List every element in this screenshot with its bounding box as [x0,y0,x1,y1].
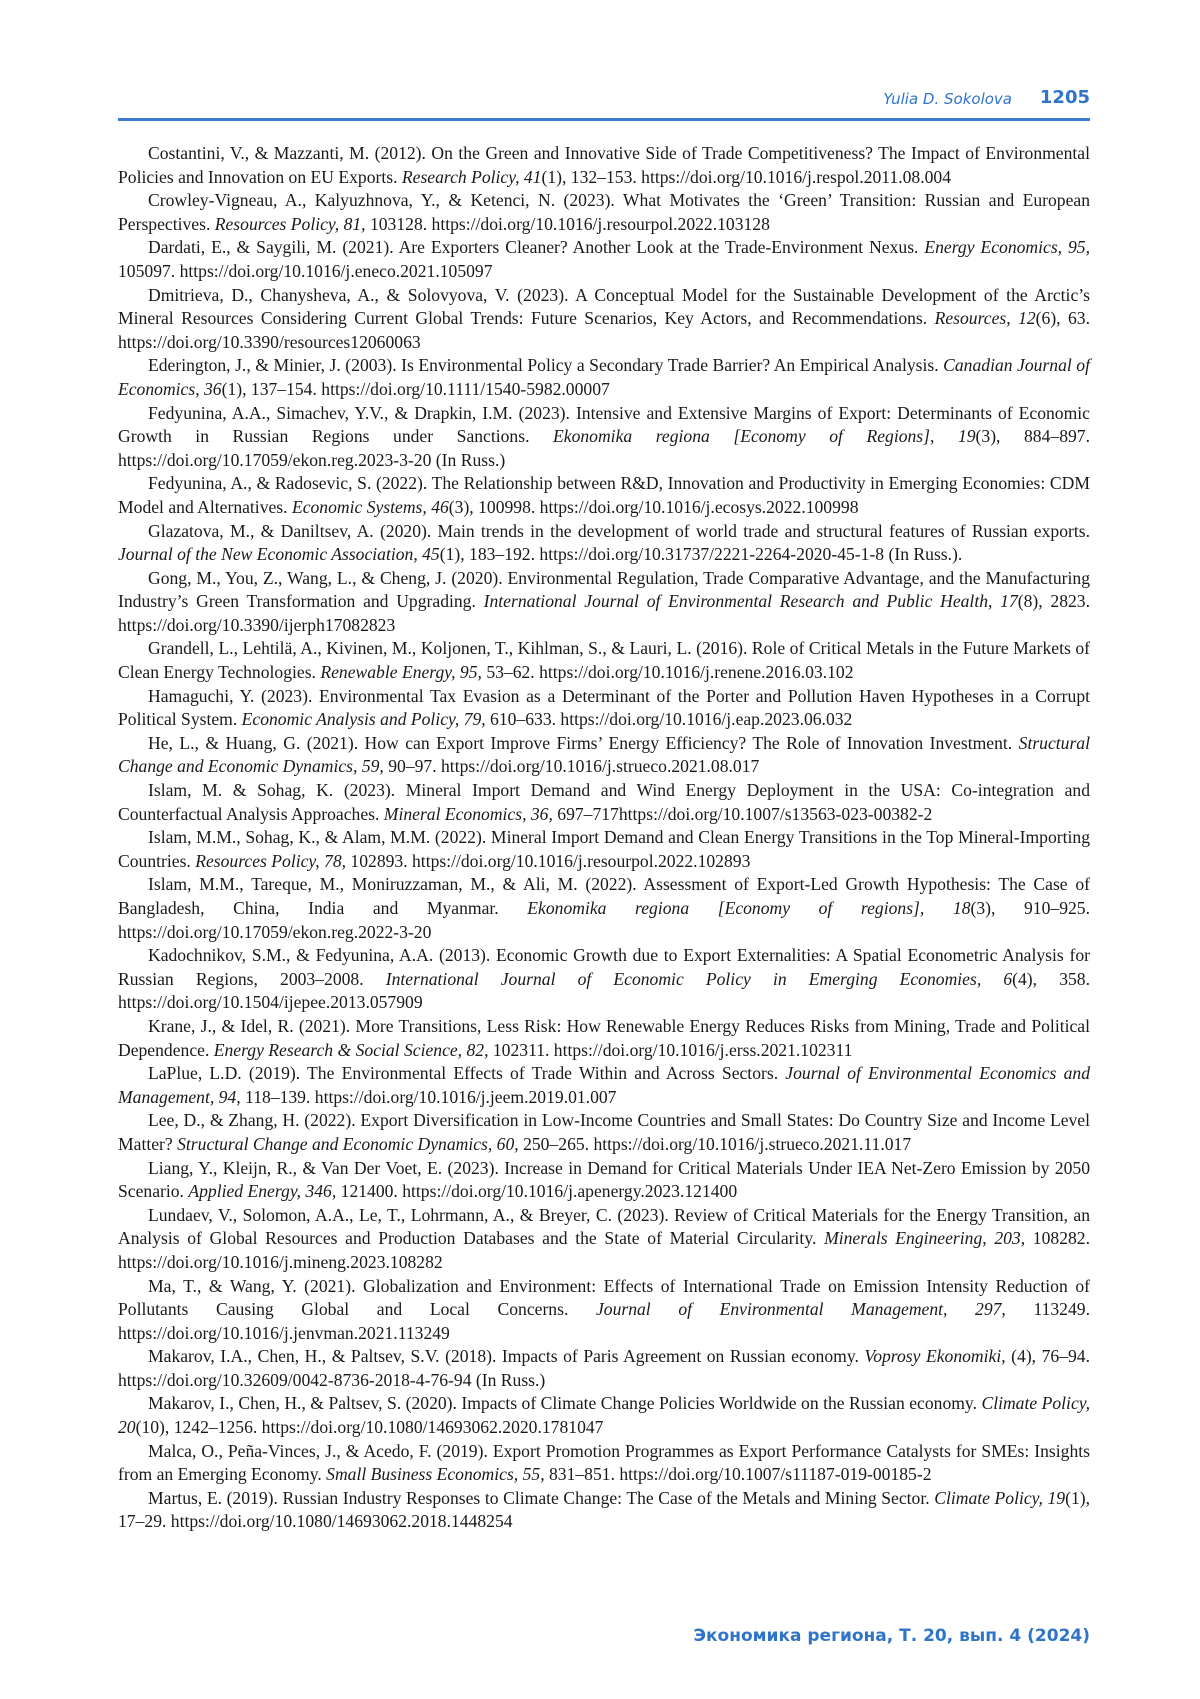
reference-details: (8), 2823. https://doi.org/10.3390/ijerph17082823 [118,591,1090,635]
reference-source: Structural Change and Economic Dynamics, 59, [118,733,1090,777]
reference-source: Research Policy, 41 [402,167,542,187]
reference-text: Dmitrieva, D., Chanysheva, A., & Solovyova, V. (2023). A Conceptual Model for the Sustainable Development of the Arctic’s Mineral Resources Considering Current Global Trends: Future Scenarios, Key Actors, and Recommendations. [118,285,1090,329]
reference-details: (10), 1242–1256. https://doi.org/10.1080/14693062.2020.1781047 [136,1417,604,1437]
header-author: Yulia D. Sokolova [883,90,1012,108]
running-header [118,86,1090,116]
reference-source: Canadian Journal of Economics, 36 [118,355,1090,399]
reference-details: (4), 76–94. https://doi.org/10.32609/0042-8736-2018-4-76-94 (In Russ.) [118,1346,1090,1390]
reference-text: Martus, E. (2019). Russian Industry Responses to Climate Change: The Case of the Metals and Mining Sector. [148,1488,934,1508]
reference-source: Journal of the New Economic Association, 45 [118,544,440,564]
reference-text: Krane, J., & Idel, R. (2021). More Transitions, Less Risk: How Renewable Energy Reduces Risks from Mining, Trade and Political Dependence. [118,1016,1090,1060]
reference-entry [118,354,1090,401]
reference-text: Crowley-Vigneau, A., Kalyuzhnova, Y., & Ketenci, N. (2023). What Motivates the ‘Green’ Transition: Russian and European Perspectives. [118,190,1090,234]
reference-details: 53–62. https://doi.org/10.1016/j.renene.2016.03.102 [482,662,854,682]
reference-text: Malca, O., Peña-Vinces, J., & Acedo, F. (2019). Export Promotion Programmes as Export Performance Catalysts for SMEs: Insights from an Emerging Economy. [118,1441,1090,1485]
reference-entry [118,1015,1090,1062]
reference-source: Resources Policy, 81, [215,214,366,234]
reference-details: 108282. https://doi.org/10.1016/j.mineng.2023.108282 [118,1228,1090,1272]
reference-list [118,142,1090,1534]
reference-details: 121400. https://doi.org/10.1016/j.apenergy.2023.121400 [336,1181,737,1201]
reference-entry [118,1062,1090,1109]
reference-entry [118,826,1090,873]
reference-text: Islam, M.M., Tareque, M., Moniruzzaman, M., & Ali, M. (2022). Assessment of Export-Led Growth Hypothesis: The Case of Bangladesh, China, India and Myanmar. [118,874,1090,918]
reference-source: Journal of Environmental Economics and Management, 94, [118,1063,1090,1107]
page-number: 1205 [1040,87,1090,108]
reference-entry [118,1345,1090,1392]
reference-details: 105097. https://doi.org/10.1016/j.eneco.2021.105097 [118,261,493,281]
reference-entry [118,236,1090,283]
reference-source: Energy Research & Social Science, 82, [214,1040,489,1060]
reference-entry [118,402,1090,473]
reference-source: Ekonomika regiona [Economy of Regions], 19 [553,426,976,446]
reference-text: He, L., & Huang, G. (2021). How can Export Improve Firms’ Energy Efficiency? The Role of Innovation Investment. [148,733,1019,753]
reference-entry [118,732,1090,779]
reference-text: Kadochnikov, S.M., & Fedyunina, A.A. (2013). Economic Growth due to Export Externalities: A Spatial Econometric Analysis for Russian Regions, 2003–2008. [118,945,1090,989]
header-divider [118,118,1090,121]
reference-source: Structural Change and Economic Dynamics, 60, [177,1134,519,1154]
reference-source: Climate Policy, 20 [118,1393,1090,1437]
reference-text: Fedyunina, A.A., Simachev, Y.V., & Drapkin, I.M. (2023). Intensive and Extensive Margins of Export: Determinants of Economic Growth in Russian Regions under Sanctions. [118,403,1090,447]
reference-details: 697–717https://doi.org/10.1007/s13563-023-00382-2 [553,804,932,824]
reference-entry [118,685,1090,732]
reference-entry [118,520,1090,567]
reference-source: Journal of Environmental Management, 297, [596,1299,1006,1319]
reference-entry [118,472,1090,519]
reference-text: Fedyunina, A., & Radosevic, S. (2022). The Relationship between R&D, Innovation and Productivity in Emerging Economies: CDM Model and Alternatives. [118,473,1090,517]
reference-text: LaPlue, L.D. (2019). The Environmental Effects of Trade Within and Across Sectors. [148,1063,785,1083]
reference-text: Grandell, L., Lehtilä, A., Kivinen, M., Koljonen, T., Kihlman, S., & Lauri, L. (2016). Role of Critical Metals in the Future Markets of Clean Energy Technologies. [118,638,1090,682]
reference-source: Economic Analysis and Policy, 79, [242,709,486,729]
reference-details: (1), 137–154. https://doi.org/10.1111/1540-5982.00007 [222,379,610,399]
reference-details: 610–633. https://doi.org/10.1016/j.eap.2023.06.032 [486,709,853,729]
reference-entry [118,779,1090,826]
reference-source: Ekonomika regiona [Economy of regions], 18 [527,898,970,918]
journal-footer: Экономика региона, Т. 20, вып. 4 (2024) [694,1626,1090,1646]
reference-entry [118,637,1090,684]
reference-text: Dardati, E., & Saygili, M. (2021). Are Exporters Cleaner? Another Look at the Trade-Environment Nexus. [148,237,924,257]
reference-text: Lee, D., & Zhang, H. (2022). Export Diversification in Low-Income Countries and Small States: Do Country Size and Income Level Matter? [118,1110,1090,1154]
reference-source: Climate Policy, 19 [934,1488,1065,1508]
reference-text: Islam, M. & Sohag, K. (2023). Mineral Import Demand and Wind Energy Deployment in the USA: Co-integration and Counterfactual Analysis Approaches. [118,780,1090,824]
reference-entry [118,1157,1090,1204]
reference-details: 118–139. https://doi.org/10.1016/j.jeem.2019.01.007 [241,1087,617,1107]
reference-text: Liang, Y., Kleijn, R., & Van Der Voet, E. (2023). Increase in Demand for Critical Materials Under IEA Net-Zero Emission by 2050 Scenario. [118,1158,1090,1202]
reference-text: Makarov, I.A., Chen, H., & Paltsev, S.V. (2018). Impacts of Paris Agreement on Russian economy. [148,1346,864,1366]
reference-text: Gong, M., You, Z., Wang, L., & Cheng, J. (2020). Environmental Regulation, Trade Comparative Advantage, and the Manufacturing Industry’s Green Transformation and Upgrading. [118,568,1090,612]
reference-entry [118,142,1090,189]
reference-entry [118,1392,1090,1439]
reference-details: 831–851. https://doi.org/10.1007/s11187-019-00185-2 [545,1464,932,1484]
reference-details: 103128. https://doi.org/10.1016/j.resourpol.2022.103128 [366,214,770,234]
reference-details: (1), 132–153. https://doi.org/10.1016/j.respol.2011.08.004 [541,167,951,187]
reference-source: Voprosy Ekonomiki, [864,1346,1005,1366]
reference-details: 90–97. https://doi.org/10.1016/j.strueco.2021.08.017 [384,756,760,776]
reference-details: 250–265. https://doi.org/10.1016/j.strueco.2021.11.017 [519,1134,911,1154]
reference-entry [118,567,1090,638]
reference-source: Resources Policy, 78, [195,851,346,871]
reference-entry [118,189,1090,236]
reference-details: 102311. https://doi.org/10.1016/j.erss.2021.102311 [488,1040,852,1060]
reference-text: Makarov, I., Chen, H., & Paltsev, S. (2020). Impacts of Climate Change Policies Worldwide on the Russian economy. [148,1393,981,1413]
reference-source: Minerals Engineering, 203, [824,1228,1025,1248]
reference-source: Mineral Economics, 36, [384,804,553,824]
reference-entry [118,1487,1090,1534]
reference-details: (1), 17–29. https://doi.org/10.1080/14693062.2018.1448254 [118,1488,1090,1532]
reference-details: 113249. https://doi.org/10.1016/j.jenvman.2021.113249 [118,1299,1090,1343]
reference-text: Glazatova, M., & Daniltsev, A. (2020). Main trends in the development of world trade and structural features of Russian exports. [148,521,1090,541]
reference-source: International Journal of Economic Policy in Emerging Economies, 6 [386,969,1012,989]
reference-source: International Journal of Environmental Research and Public Health, 17 [484,591,1018,611]
reference-details: (1), 183–192. https://doi.org/10.31737/2221-2264-2020-45-1-8 (In Russ.). [440,544,963,564]
reference-entry [118,944,1090,1015]
reference-source: Resources, 12 [935,308,1036,328]
reference-entry [118,1109,1090,1156]
reference-source: Energy Economics, 95, [924,237,1090,257]
reference-text: Ederington, J., & Minier, J. (2003). Is Environmental Policy a Secondary Trade Barrier? An Empirical Analysis. [148,355,943,375]
reference-details: (4), 358. https://doi.org/10.1504/ijepee.2013.057909 [118,969,1090,1013]
reference-entry [118,1204,1090,1275]
reference-source: Small Business Economics, 55, [326,1464,544,1484]
reference-entry [118,1440,1090,1487]
reference-details: (3), 910–925. https://doi.org/10.17059/ekon.reg.2022-3-20 [118,898,1090,942]
reference-source: Economic Systems, 46 [292,497,449,517]
reference-details: 102893. https://doi.org/10.1016/j.resourpol.2022.102893 [346,851,750,871]
reference-details: (3), 884–897. https://doi.org/10.17059/ekon.reg.2023-3-20 (In Russ.) [118,426,1090,470]
reference-details: (3), 100998. https://doi.org/10.1016/j.ecosys.2022.100998 [449,497,859,517]
reference-details: (6), 63. https://doi.org/10.3390/resources12060063 [118,308,1090,352]
page [0,0,1200,1699]
reference-source: Renewable Energy, 95, [320,662,482,682]
reference-text: Islam, M.M., Sohag, K., & Alam, M.M. (2022). Mineral Import Demand and Clean Energy Transitions in the Top Mineral-Importing Countries. [118,827,1090,871]
reference-text: Ma, T., & Wang, Y. (2021). Globalization and Environment: Effects of International Trade on Emission Intensity Reduction of Pollutants Causing Global and Local Concerns. [118,1276,1090,1320]
reference-text: Hamaguchi, Y. (2023). Environmental Tax Evasion as a Determinant of the Porter and Pollution Haven Hypotheses in a Corrupt Political System. [118,686,1090,730]
reference-entry [118,873,1090,944]
reference-entry [118,1275,1090,1346]
reference-source: Applied Energy, 346, [188,1181,336,1201]
reference-entry [118,284,1090,355]
reference-text: Lundaev, V., Solomon, A.A., Le, T., Lohrmann, A., & Breyer, C. (2023). Review of Critical Materials for the Energy Transition, an Analysis of Global Resources and Production Databases and the State of Material Circularity. [118,1205,1090,1249]
reference-text: Costantini, V., & Mazzanti, M. (2012). On the Green and Innovative Side of Trade Competitiveness? The Impact of Environmental Policies and Innovation on EU Exports. [118,143,1090,187]
